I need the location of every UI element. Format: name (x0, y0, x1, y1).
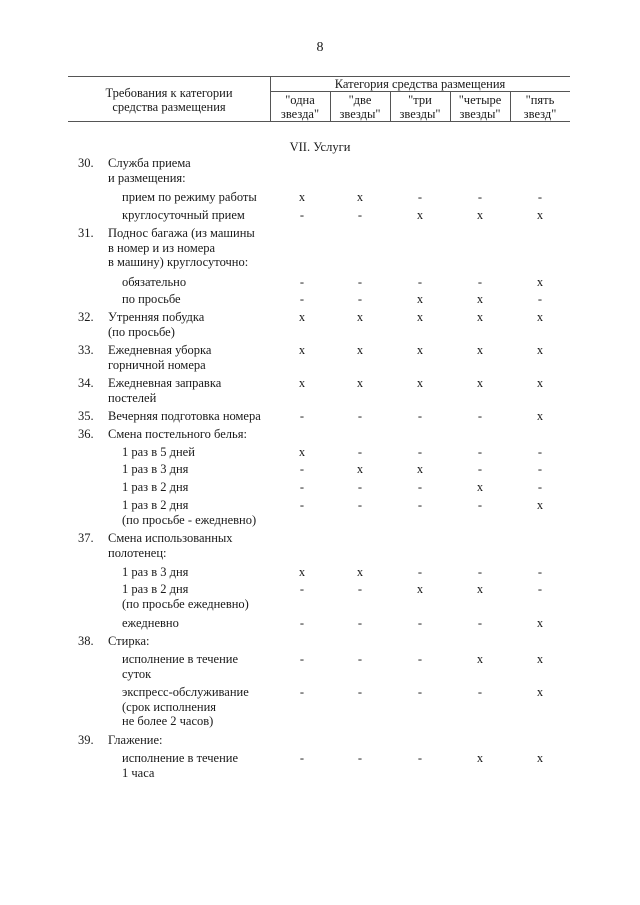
row-mark: - (477, 275, 483, 289)
row-mark: - (299, 751, 305, 765)
row-mark: х (476, 751, 484, 765)
header-group-rule (270, 91, 570, 92)
row-mark: - (537, 445, 543, 459)
row-mark: - (477, 616, 483, 630)
row-mark: х (416, 462, 424, 476)
row-mark: - (357, 445, 363, 459)
row-mark: х (298, 190, 306, 204)
row-number: 32. (78, 310, 94, 324)
row-mark: - (357, 685, 363, 699)
header-col-four-stars: "четыре звезды" (458, 93, 502, 121)
row-label: Поднос багажа (из машины в номер и из номера в машину) круглосуточно: (108, 226, 255, 269)
row-number: 30. (78, 156, 94, 170)
row-mark: х (536, 275, 544, 289)
row-mark: - (537, 292, 543, 306)
row-mark: - (299, 616, 305, 630)
row-label: по просьбе (122, 292, 181, 306)
row-label: обязательно (122, 275, 187, 289)
row-label: прием по режиму работы (122, 190, 257, 204)
row-mark: - (417, 480, 423, 494)
row-mark: - (357, 652, 363, 666)
row-mark: - (357, 751, 363, 765)
row-mark: - (537, 190, 543, 204)
row-number: 33. (78, 343, 94, 357)
header-col-two-stars: "две звезды" (339, 93, 381, 121)
row-mark: х (298, 565, 306, 579)
row-mark: - (417, 445, 423, 459)
row-label: Смена постельного белья: (108, 427, 247, 441)
row-mark: х (476, 292, 484, 306)
row-label: Ежедневная заправка постелей (108, 376, 222, 405)
row-mark: х (536, 498, 544, 512)
row-mark: - (417, 498, 423, 512)
row-mark: х (536, 376, 544, 390)
row-mark: х (356, 343, 364, 357)
row-mark: - (417, 275, 423, 289)
row-mark: х (356, 376, 364, 390)
row-label: ежедневно (122, 616, 179, 630)
row-mark: - (299, 498, 305, 512)
row-mark: х (298, 343, 306, 357)
row-mark: - (537, 565, 543, 579)
row-number: 31. (78, 226, 94, 240)
header-requirements: Требования к категории средства размещения (105, 86, 233, 114)
row-mark: х (476, 480, 484, 494)
row-label: 1 раз в 5 дней (122, 445, 195, 459)
row-mark: х (416, 343, 424, 357)
row-mark: - (537, 480, 543, 494)
row-mark: - (357, 480, 363, 494)
row-mark: - (299, 582, 305, 596)
row-mark: - (477, 445, 483, 459)
row-label: 1 раз в 3 дня (122, 462, 189, 476)
row-mark: - (357, 498, 363, 512)
row-number: 37. (78, 531, 94, 545)
row-mark: х (416, 376, 424, 390)
row-mark: - (357, 292, 363, 306)
row-mark: х (356, 310, 364, 324)
row-mark: х (416, 292, 424, 306)
row-mark: - (299, 462, 305, 476)
row-mark: - (417, 190, 423, 204)
row-number: 36. (78, 427, 94, 441)
row-mark: х (356, 190, 364, 204)
row-mark: - (357, 409, 363, 423)
row-label: Смена использованных полотенец: (108, 531, 233, 560)
row-mark: - (477, 685, 483, 699)
header-bottom-rule (68, 121, 570, 122)
row-mark: - (477, 565, 483, 579)
row-label: Стирка: (108, 634, 150, 648)
row-mark: х (536, 208, 544, 222)
row-mark: х (476, 582, 484, 596)
row-number: 38. (78, 634, 94, 648)
row-mark: х (476, 652, 484, 666)
row-number: 34. (78, 376, 94, 390)
row-mark: х (298, 376, 306, 390)
row-mark: х (416, 208, 424, 222)
row-mark: - (417, 409, 423, 423)
row-mark: - (299, 685, 305, 699)
row-mark: х (536, 343, 544, 357)
row-mark: х (298, 310, 306, 324)
row-label: исполнение в течение суток (122, 652, 239, 681)
header-col-three-stars: "три звезды" (399, 93, 441, 121)
row-number: 39. (78, 733, 94, 747)
row-mark: - (299, 409, 305, 423)
row-mark: - (417, 616, 423, 630)
row-mark: - (299, 275, 305, 289)
row-mark: х (416, 582, 424, 596)
row-label: 1 раз в 2 дня (по просьбе ежедневно) (122, 582, 249, 611)
row-label: Ежедневная уборка горничной номера (108, 343, 212, 372)
row-mark: х (298, 445, 306, 459)
row-mark: - (477, 498, 483, 512)
row-label: Утренняя побудка (по просьбе) (108, 310, 205, 339)
row-label: исполнение в течение 1 часа (122, 751, 239, 780)
row-mark: - (417, 685, 423, 699)
row-label: круглосуточный прием (122, 208, 245, 222)
row-mark: - (299, 652, 305, 666)
row-mark: - (537, 462, 543, 476)
row-mark: х (536, 409, 544, 423)
row-number: 35. (78, 409, 94, 423)
row-mark: - (477, 190, 483, 204)
row-mark: - (537, 582, 543, 596)
row-mark: х (476, 310, 484, 324)
row-mark: - (417, 652, 423, 666)
row-mark: - (477, 409, 483, 423)
row-label: 1 раз в 3 дня (122, 565, 189, 579)
row-mark: х (356, 462, 364, 476)
row-mark: - (477, 462, 483, 476)
row-mark: х (536, 652, 544, 666)
row-label: 1 раз в 2 дня (122, 480, 189, 494)
row-label: экспресс-обслуживание (срок исполнения не более 2 часов) (122, 685, 249, 728)
row-mark: - (299, 292, 305, 306)
row-mark: х (536, 616, 544, 630)
header-col-one-star: "одна звезда" (280, 93, 320, 121)
row-label: Служба приема и размещения: (108, 156, 191, 185)
header-category-group: Категория средства размещения (334, 77, 506, 91)
row-mark: х (536, 310, 544, 324)
row-mark: - (357, 582, 363, 596)
row-mark: - (299, 480, 305, 494)
header-col-five-stars: "пять звезд" (523, 93, 557, 121)
row-mark: - (357, 616, 363, 630)
row-mark: х (476, 376, 484, 390)
row-label: Глажение: (108, 733, 163, 747)
row-mark: х (476, 343, 484, 357)
row-mark: х (416, 310, 424, 324)
row-mark: - (357, 275, 363, 289)
row-mark: - (417, 751, 423, 765)
row-mark: х (536, 751, 544, 765)
section-title: VII. Услуги (289, 140, 351, 154)
row-mark: - (299, 208, 305, 222)
row-label: Вечерняя подготовка номера (108, 409, 261, 423)
row-mark: - (417, 565, 423, 579)
row-mark: х (356, 565, 364, 579)
row-mark: х (536, 685, 544, 699)
page-number: 8 (316, 40, 324, 55)
row-mark: - (357, 208, 363, 222)
row-mark: х (476, 208, 484, 222)
row-label: 1 раз в 2 дня (по просьбе - ежедневно) (122, 498, 257, 527)
